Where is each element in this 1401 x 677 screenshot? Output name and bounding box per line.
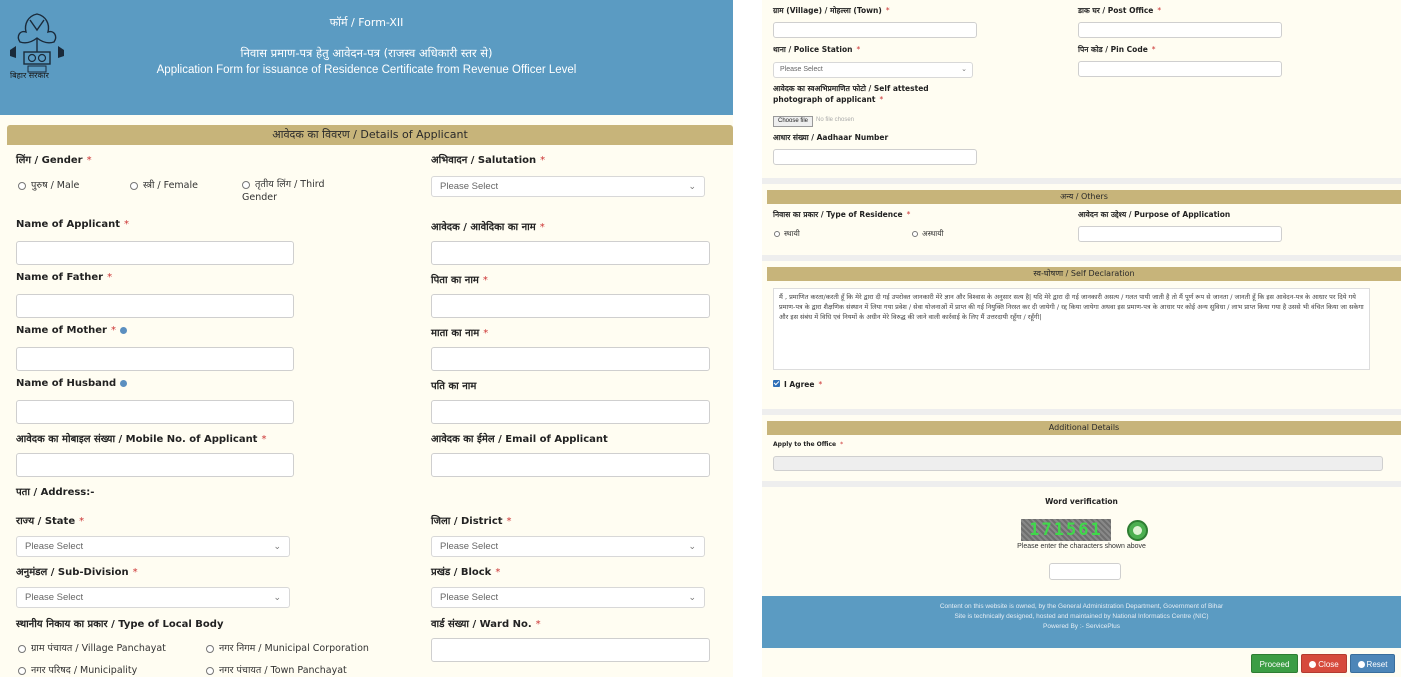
declaration-textarea[interactable]: मैं , प्रमाणित करता/करती हूँ कि मेरे द्वारा दी गई उपरोक्त जानकारी मेरे ज्ञान और विश्वास के अनुसार सत्य है| यदि मेरे द्वारा दी गई जानकारी असत्य / गलत पायी जाती है तो मैं पूर्ण रूप से जानता / जानती हूँ कि इस आवेदन-पत्र के आधार पर दिये गये प्रमाण-पत्र के द्वारा शैक्षणिक संस्थान में लिया गया प्रवेश / सेवा योजनाओं में प्राप्त की गई नियुक्ति निरस्त कर दी जायेगी / रद्द किया जायेगा अथवा इस प्रमाण-पत्र के आधार पर कोई अन्य सुविधा / लाभ प्राप्त किया गया है उससे भी वंचित किया जा सकेगा और इस संबंध में विधि एवं नियमों के अधीन मेरे विरुद्ध की जाने वाली कार्रवाई के लिए मैं उत्तरदायी रहूँगा / रहूँगी|: [773, 288, 1370, 370]
gender-male-radio[interactable]: पुरुष / Male: [18, 178, 79, 191]
applicant-name-hindi-input[interactable]: [431, 241, 710, 265]
village-panchayat-radio[interactable]: ग्राम पंचायत / Village Panchayat: [18, 641, 166, 654]
gender-third-radio[interactable]: तृतीय लिंग / Third: [242, 177, 325, 190]
form-title-english: Application Form for issuance of Residence Certificate from Revenue Officer Level: [156, 64, 577, 76]
block-select[interactable]: Please Select ⌄: [431, 587, 705, 608]
close-button[interactable]: Close: [1301, 654, 1347, 673]
gender-female-radio[interactable]: स्त्री / Female: [130, 178, 198, 191]
footer-line-nic: Site is technically designed, hosted and maintained by National Informatics Centre (NIC): [954, 613, 1209, 620]
captcha-input[interactable]: [1049, 563, 1121, 580]
husband-name-input[interactable]: [16, 400, 294, 424]
close-icon: [1309, 661, 1316, 668]
section-header-others: अन्य / Others: [767, 190, 1401, 204]
temporary-residence-radio[interactable]: अस्थायी: [912, 229, 944, 239]
post-office-label: डाक घर / Post Office *: [1078, 6, 1162, 15]
footer-line-powered: Powered By :- ServicePlus: [1043, 623, 1120, 630]
ward-input[interactable]: [431, 638, 710, 662]
form-title-hindi: निवास प्रमाण-पत्र हेतु आवेदन-पत्र (राजस्व अधिकारी स्तर से): [240, 46, 493, 60]
apply-office-label: Apply to the Office *: [773, 441, 844, 448]
chevron-down-icon: ⌄: [961, 66, 967, 73]
purpose-label: आवेदन का उद्देश्य / Purpose of Application: [1078, 210, 1231, 219]
municipality-radio[interactable]: नगर परिषद / Municipality: [18, 663, 137, 676]
form-page-part2: [762, 0, 1401, 677]
site-footer: [762, 596, 1401, 648]
gender-label: लिंग / Gender *: [16, 155, 92, 166]
file-status-text: No file chosen: [816, 117, 855, 123]
father-name-label: Name of Father *: [16, 272, 113, 283]
district-select[interactable]: Please Select ⌄: [431, 536, 705, 557]
reset-button[interactable]: Reset: [1350, 654, 1395, 673]
chevron-down-icon: ⌄: [688, 541, 696, 551]
photo-label-line2: photograph of applicant *: [773, 95, 884, 104]
photo-label: आवेदक का स्वअभिप्रमाणित फोटो / Self attested: [773, 84, 929, 93]
municipal-corporation-radio[interactable]: नगर निगम / Municipal Corporation: [206, 641, 369, 654]
apply-office-input[interactable]: [773, 456, 1383, 471]
info-icon[interactable]: [120, 327, 127, 334]
mother-name-input[interactable]: [16, 347, 294, 371]
mother-name-hindi-input[interactable]: [431, 347, 710, 371]
applicant-name-hindi-label: आवेदक / आवेदिका का नाम *: [431, 222, 545, 233]
gender-third-label-line2: Gender: [242, 192, 278, 203]
aadhaar-label: आधार संख्या / Aadhaar Number: [773, 133, 889, 142]
captcha-hint: Please enter the characters shown above: [1017, 543, 1146, 550]
mobile-input[interactable]: [16, 453, 294, 477]
police-station-label: थाना / Police Station *: [773, 45, 861, 54]
salutation-select[interactable]: Please Select ⌄: [431, 176, 705, 197]
local-body-label: स्थानीय निकाय का प्रकार / Type of Local Body: [16, 619, 224, 630]
choose-file-button[interactable]: Choose file: [773, 116, 813, 127]
section-header-declaration: स्व-घोषणा / Self Declaration: [767, 267, 1401, 281]
state-label: राज्य / State *: [16, 516, 85, 527]
section-divider: [762, 178, 1401, 184]
husband-name-hindi-label: पति का नाम: [431, 381, 477, 392]
word-verification-heading: Word verification: [1045, 497, 1118, 506]
village-label: ग्राम (Village) / मोहल्ला (Town) *: [773, 6, 890, 15]
father-name-hindi-label: पिता का नाम *: [431, 275, 488, 286]
town-panchayat-radio[interactable]: नगर पंचायत / Town Panchayat: [206, 663, 347, 676]
section-header-additional: Additional Details: [767, 421, 1401, 435]
state-select[interactable]: Please Select ⌄: [16, 536, 290, 557]
refresh-captcha-icon[interactable]: [1127, 520, 1148, 541]
subdivision-label: अनुमंडल / Sub-Division *: [16, 567, 138, 578]
captcha-image: 171561: [1021, 519, 1111, 541]
email-input[interactable]: [431, 453, 710, 477]
purpose-input[interactable]: [1078, 226, 1282, 242]
section-divider: [762, 481, 1401, 487]
ward-label: वार्ड संख्या / Ward No. *: [431, 619, 541, 630]
police-station-select[interactable]: Please Select ⌄: [773, 62, 973, 78]
pin-code-label: पिन कोड / Pin Code *: [1078, 45, 1156, 54]
address-heading: पता / Address:-: [16, 487, 95, 498]
email-label: आवेदक का ईमेल / Email of Applicant: [431, 434, 608, 445]
section-divider: [762, 255, 1401, 261]
aadhaar-input[interactable]: [773, 149, 977, 165]
form-number: फॉर्म / Form-XII: [329, 16, 404, 29]
subdivision-select[interactable]: Please Select ⌄: [16, 587, 290, 608]
proceed-button[interactable]: Proceed: [1251, 654, 1298, 673]
permanent-residence-radio[interactable]: स्थायी: [774, 229, 800, 239]
village-input[interactable]: [773, 22, 977, 38]
mother-name-hindi-label: माता का नाम *: [431, 328, 489, 339]
district-label: जिला / District *: [431, 516, 512, 527]
mother-name-label: Name of Mother *: [16, 325, 127, 336]
chevron-down-icon: ⌄: [688, 592, 696, 602]
residence-type-label: निवास का प्रकार / Type of Residence *: [773, 210, 911, 219]
header-banner: [0, 0, 733, 115]
pin-code-input[interactable]: [1078, 61, 1282, 77]
applicant-name-input[interactable]: [16, 241, 294, 265]
agree-checkbox[interactable]: [773, 380, 780, 387]
salutation-label: अभिवादन / Salutation *: [431, 155, 546, 166]
mobile-label: आवेदक का मोबाइल संख्या / Mobile No. of Applicant *: [16, 434, 267, 445]
chevron-down-icon: ⌄: [273, 541, 281, 551]
agree-label: I Agree *: [784, 380, 823, 389]
father-name-hindi-input[interactable]: [431, 294, 710, 318]
chevron-down-icon: ⌄: [688, 181, 696, 191]
section-divider: [762, 409, 1401, 415]
logo-caption: बिहार सरकार: [10, 71, 49, 80]
refresh-icon: [1358, 661, 1365, 668]
post-office-input[interactable]: [1078, 22, 1282, 38]
husband-name-label: Name of Husband: [16, 378, 127, 389]
block-label: प्रखंड / Block *: [431, 567, 501, 578]
footer-line-ownership: Content on this website is owned, by the General Administration Department, Government of Bihar: [939, 603, 1224, 610]
chevron-down-icon: ⌄: [273, 592, 281, 602]
info-icon[interactable]: [120, 380, 127, 387]
father-name-input[interactable]: [16, 294, 294, 318]
husband-name-hindi-input[interactable]: [431, 400, 710, 424]
section-header-applicant: आवेदक का विवरण / Details of Applicant: [7, 125, 733, 145]
applicant-name-label: Name of Applicant *: [16, 219, 129, 230]
